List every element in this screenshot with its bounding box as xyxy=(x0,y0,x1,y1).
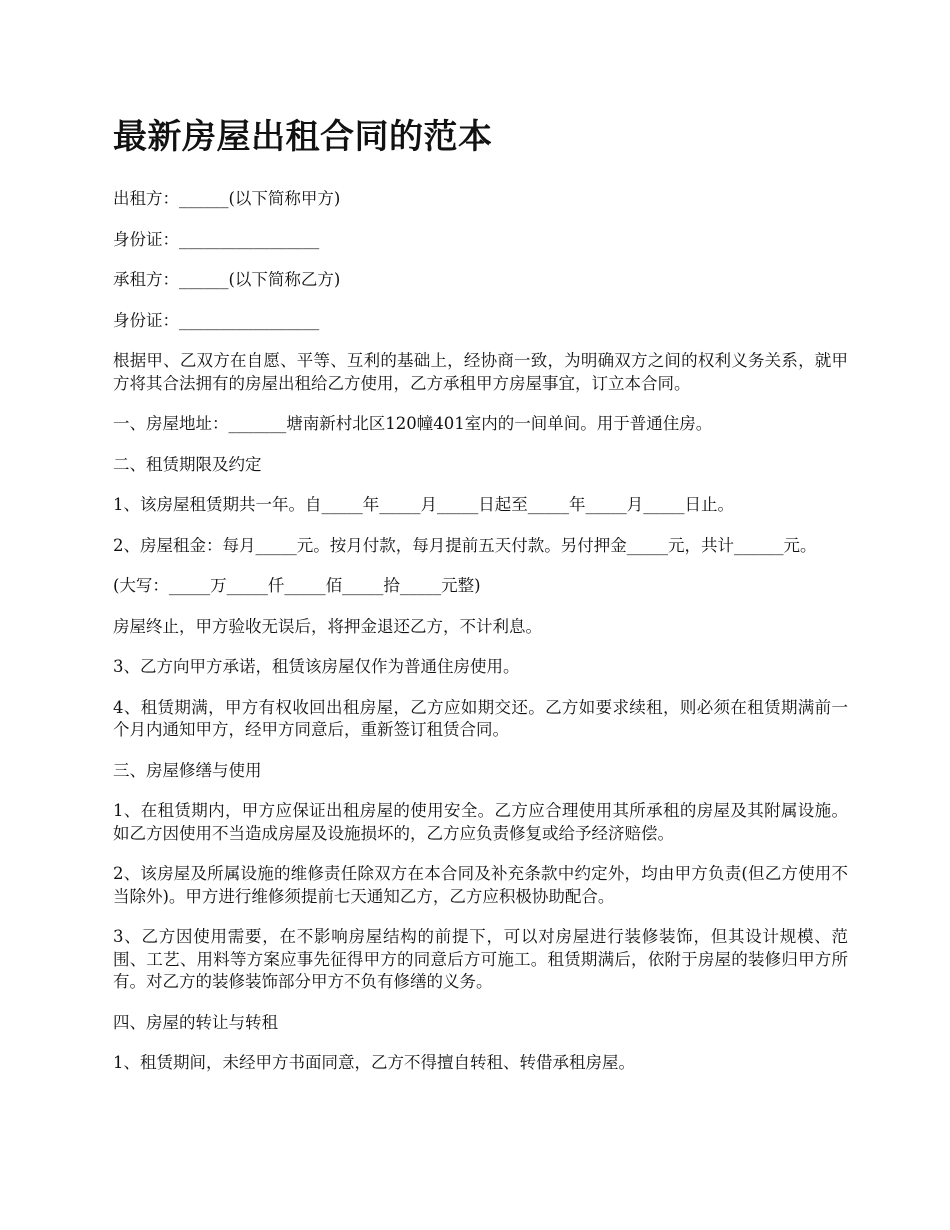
section-1-address: 一、房屋地址：_______塘南新村北区120幢401室内的一间单间。用于普通住房。 xyxy=(113,414,713,433)
clause-2-3: 3、乙方向甲方承诺，租赁该房屋仅作为普通住房使用。 xyxy=(113,657,520,676)
lessee-line: 承租方：______(以下简称乙方) xyxy=(113,270,341,289)
clause-2-2: 2、房屋租金：每月_____元。按月付款，每月提前五天付款。另付押金_____元，共计______元。 xyxy=(113,535,817,555)
amount-in-words: (大写：_____万_____仟_____佰_____拾_____元整) xyxy=(113,576,481,595)
clause-3-1: 1、在租赁期内，甲方应保证出租房屋的使用安全。乙方应合理使用其所承租的房屋及其附属设施。如乙方因使用不当造成房屋及设施损坏的，乙方应负责修复或给予经济赔偿。 xyxy=(113,801,848,843)
document-body xyxy=(113,112,848,1093)
lessee-id-line: 身份证：_________________ xyxy=(113,310,320,330)
deposit-refund-paragraph: 房屋终止，甲方验收无误后，将押金退还乙方，不计利息。 xyxy=(113,616,542,636)
clause-3-3: 3、乙方因使用需要，在不影响房屋结构的前提下，可以对房屋进行装修装饰，但其设计规模、范围、工艺、用料等方案应事先征得甲方的同意后方可施工。租赁期满后，依附于房屋的装修归甲方所有。对乙方的装修装饰部分甲方不负有修缮的义务。 xyxy=(113,927,848,991)
preamble-paragraph: 根据甲、乙双方在自愿、平等、互利的基础上，经协商一致，为明确双方之间的权利义务关系，就甲方将其合法拥有的房屋出租给乙方使用，乙方承租甲方房屋事宜，订立本合同。 xyxy=(113,351,848,393)
section-4-heading: 四、房屋的转让与转租 xyxy=(113,1012,278,1032)
section-2-heading: 二、租赁期限及约定 xyxy=(113,454,262,474)
clause-4-1: 1、租赁期间，未经甲方书面同意，乙方不得擅自转租、转借承租房屋。 xyxy=(113,1053,635,1072)
clause-2-4: 4、租赁期满，甲方有权收回出租房屋，乙方应如期交还。乙方如要求续租，则必须在租赁期满前一个月内通知甲方，经甲方同意后，重新签订租赁合同。 xyxy=(113,697,848,739)
lessor-id-line: 身份证：_________________ xyxy=(113,229,320,249)
lessor-line: 出租方：______(以下简称甲方) xyxy=(113,189,341,208)
section-3-heading: 三、房屋修缮与使用 xyxy=(113,760,262,780)
clause-2-1: 1、该房屋租赁期共一年。自_____年_____月_____日起至_____年_____月_____日止。 xyxy=(113,495,734,514)
document-title: 最新房屋出租合同的范本 xyxy=(113,117,493,157)
clause-3-2: 2、该房屋及所属设施的维修责任除双方在本合同及补充条款中约定外，均由甲方负责(但乙方使用不当除外)。甲方进行维修须提前七天通知乙方，乙方应积极协助配合。 xyxy=(113,864,848,906)
